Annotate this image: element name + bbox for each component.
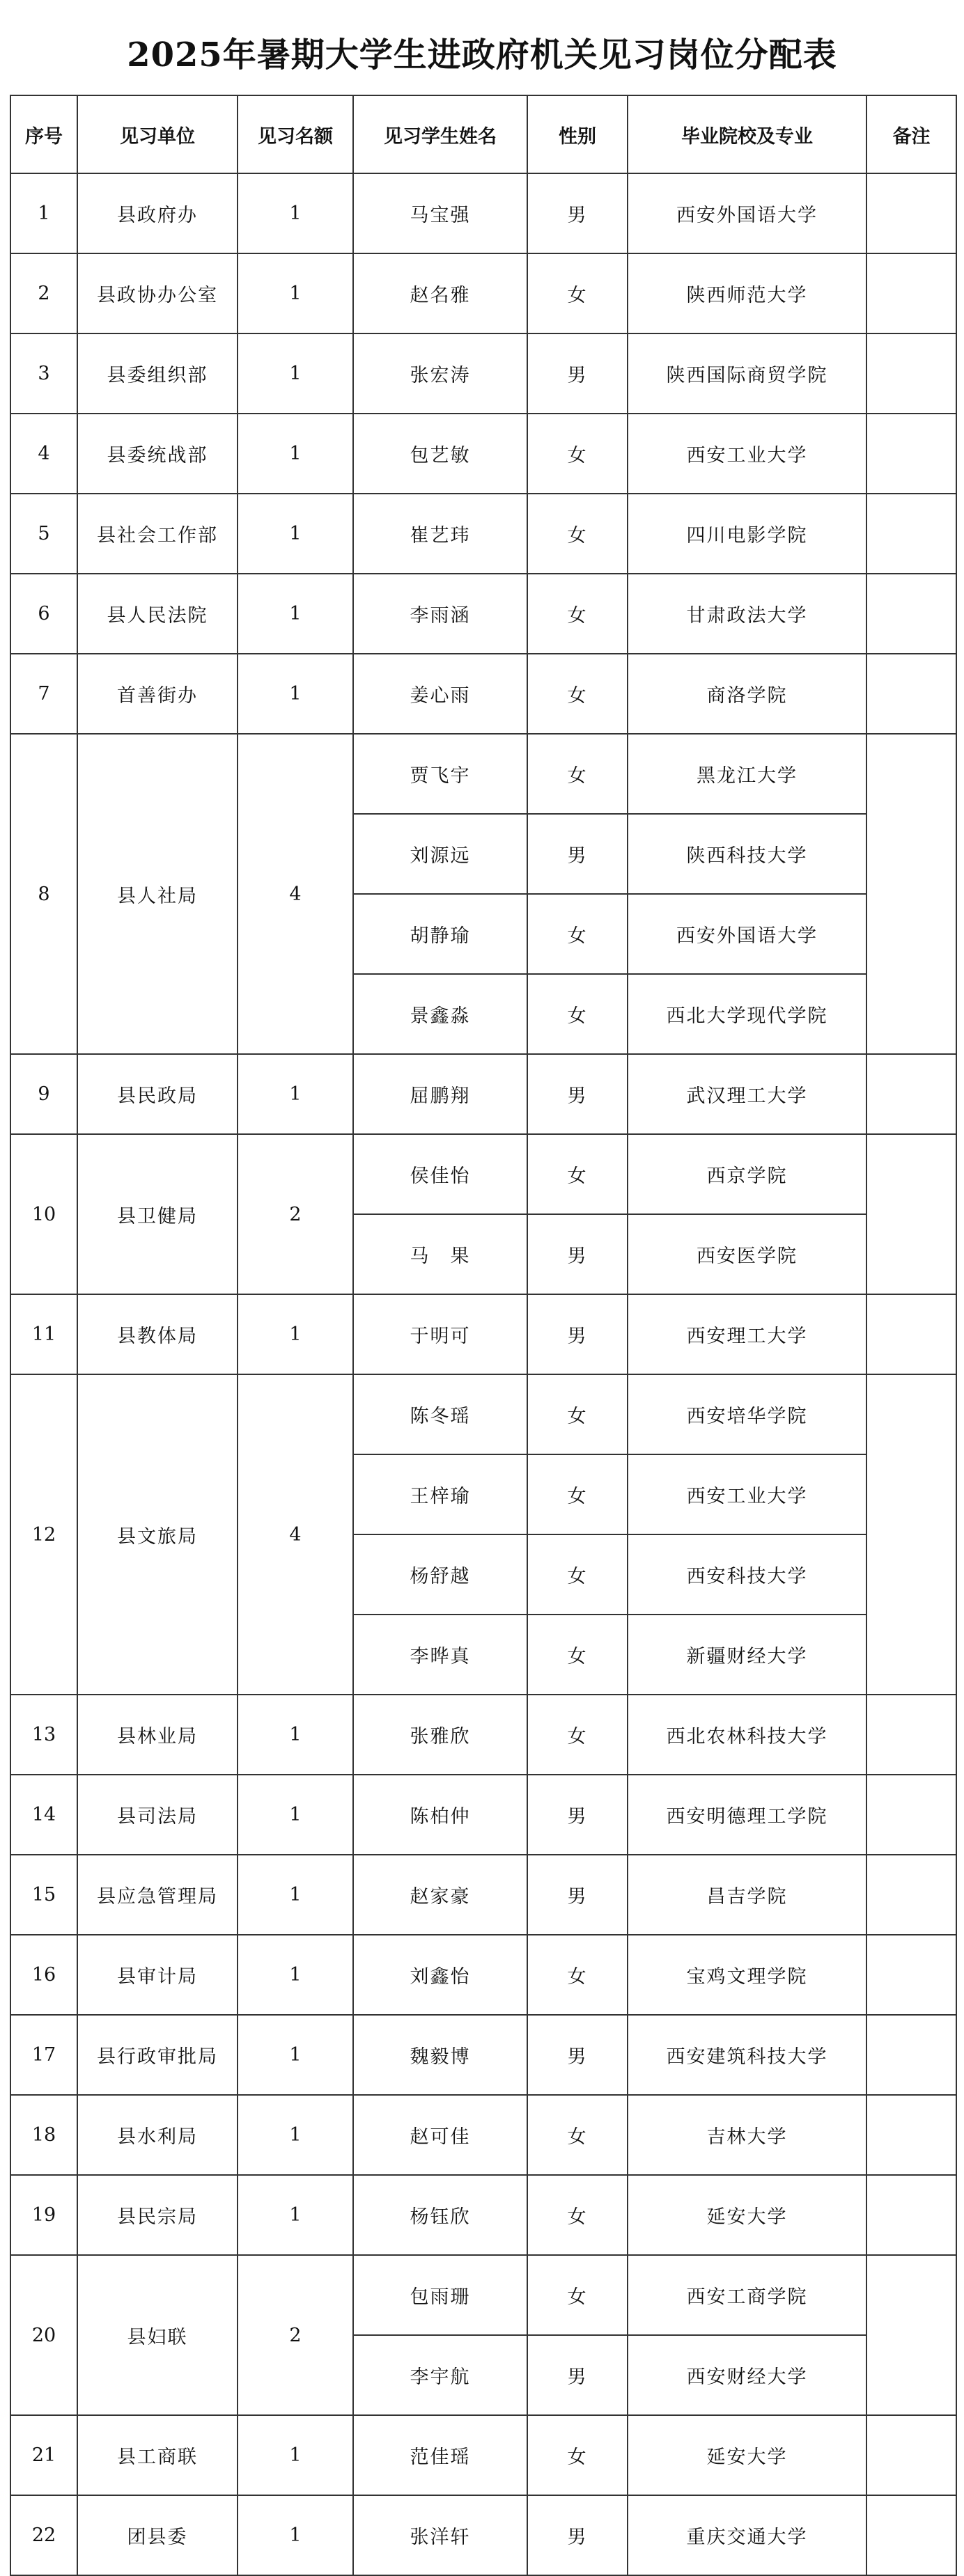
cell-remarks: [866, 173, 956, 253]
table-row: [10, 253, 956, 333]
cell-gender: 女: [527, 2095, 628, 2175]
cell-unit: 县应急管理局: [77, 1855, 238, 1935]
cell-student-name: 陈冬瑶: [353, 1374, 527, 1454]
cell-gender: 女: [527, 1454, 628, 1534]
cell-seq: 21: [10, 2415, 77, 2495]
cell-gender: 女: [527, 1134, 628, 1214]
cell-gender: 男: [527, 1775, 628, 1855]
cell-school: 商洛学院: [628, 654, 866, 734]
cell-quota: 1: [238, 2495, 353, 2575]
cell-quota: 4: [238, 1374, 353, 1695]
cell-seq: 5: [10, 494, 77, 574]
cell-remarks: [866, 1695, 956, 1775]
table-row: [10, 1294, 956, 1374]
cell-student-name: 崔艺玮: [353, 494, 527, 574]
cell-seq: 16: [10, 1935, 77, 2015]
cell-seq: 2: [10, 253, 77, 333]
cell-remarks: [866, 2015, 956, 2095]
cell-school: 延安大学: [628, 2415, 866, 2495]
table-row: [10, 2415, 956, 2495]
header-student-name: 见习学生姓名: [353, 95, 527, 173]
cell-remarks: [866, 2095, 956, 2175]
cell-seq: 8: [10, 734, 77, 1054]
cell-school: 西安工业大学: [628, 414, 866, 494]
cell-remarks: [866, 1935, 956, 2015]
cell-school: 西安科技大学: [628, 1534, 866, 1615]
cell-quota: 4: [238, 734, 353, 1054]
header-seq: 序号: [10, 95, 77, 173]
cell-quota: 1: [238, 2015, 353, 2095]
cell-gender: 女: [527, 1695, 628, 1775]
cell-school: 西北农林科技大学: [628, 1695, 866, 1775]
table-row: [10, 494, 956, 574]
cell-school: 陕西国际商贸学院: [628, 333, 866, 414]
cell-gender: 男: [527, 2335, 628, 2415]
cell-remarks: [866, 2415, 956, 2495]
cell-seq: 10: [10, 1134, 77, 1294]
cell-quota: 1: [238, 2095, 353, 2175]
cell-school: 昌吉学院: [628, 1855, 866, 1935]
cell-student-name: 杨钰欣: [353, 2175, 527, 2255]
cell-school: 重庆交通大学: [628, 2495, 866, 2575]
cell-unit: 县委统战部: [77, 414, 238, 494]
cell-school: 四川电影学院: [628, 494, 866, 574]
table-row: [10, 734, 956, 814]
cell-remarks: [866, 333, 956, 414]
cell-student-name: 李晔真: [353, 1615, 527, 1695]
cell-school: 西安外国语大学: [628, 173, 866, 253]
cell-unit: 县妇联: [77, 2255, 238, 2415]
cell-student-name: 刘源远: [353, 814, 527, 894]
page-title: 2025年暑期大学生进政府机关见习岗位分配表: [127, 35, 837, 74]
cell-gender: 男: [527, 333, 628, 414]
cell-school: 延安大学: [628, 2175, 866, 2255]
cell-gender: 男: [527, 2015, 628, 2095]
cell-seq: 14: [10, 1775, 77, 1855]
cell-gender: 女: [527, 253, 628, 333]
cell-seq: 13: [10, 1695, 77, 1775]
cell-quota: 1: [238, 253, 353, 333]
cell-gender: 男: [527, 1855, 628, 1935]
cell-unit: 县委组织部: [77, 333, 238, 414]
cell-quota: 2: [238, 1134, 353, 1294]
cell-student-name: 陈柏仲: [353, 1775, 527, 1855]
cell-gender: 女: [527, 974, 628, 1054]
cell-student-name: 侯佳怡: [353, 1134, 527, 1214]
cell-gender: 女: [527, 2255, 628, 2335]
cell-gender: 女: [527, 2415, 628, 2495]
cell-student-name: 赵家豪: [353, 1855, 527, 1935]
cell-remarks: [866, 1775, 956, 1855]
cell-student-name: 杨舒越: [353, 1534, 527, 1615]
cell-remarks: [866, 1855, 956, 1935]
header-remarks: 备注: [866, 95, 956, 173]
cell-remarks: [866, 1374, 956, 1695]
cell-school: 西安培华学院: [628, 1374, 866, 1454]
cell-unit: 县人民法院: [77, 574, 238, 654]
cell-quota: 1: [238, 654, 353, 734]
table-body: [10, 173, 956, 2575]
cell-gender: 男: [527, 1294, 628, 1374]
cell-student-name: 胡静瑜: [353, 894, 527, 974]
cell-student-name: 赵可佳: [353, 2095, 527, 2175]
cell-student-name: 李宇航: [353, 2335, 527, 2415]
cell-remarks: [866, 2495, 956, 2575]
cell-seq: 4: [10, 414, 77, 494]
cell-seq: 9: [10, 1054, 77, 1134]
cell-gender: 女: [527, 654, 628, 734]
cell-gender: 女: [527, 1374, 628, 1454]
cell-remarks: [866, 574, 956, 654]
cell-quota: 1: [238, 2175, 353, 2255]
cell-remarks: [866, 414, 956, 494]
cell-student-name: 赵名雅: [353, 253, 527, 333]
cell-quota: 1: [238, 414, 353, 494]
cell-student-name: 李雨涵: [353, 574, 527, 654]
table-row: [10, 1134, 956, 1214]
header-row: [10, 95, 956, 173]
table-row: [10, 1855, 956, 1935]
cell-student-name: 景鑫淼: [353, 974, 527, 1054]
cell-unit: 县政府办: [77, 173, 238, 253]
cell-gender: 女: [527, 2175, 628, 2255]
cell-gender: 男: [527, 814, 628, 894]
table-row: [10, 1695, 956, 1775]
cell-gender: 男: [527, 1214, 628, 1294]
cell-seq: 17: [10, 2015, 77, 2095]
table-row: [10, 574, 956, 654]
cell-remarks: [866, 654, 956, 734]
cell-gender: 女: [527, 734, 628, 814]
table-row: [10, 2495, 956, 2575]
cell-quota: 1: [238, 333, 353, 414]
table-row: [10, 1374, 956, 1454]
table-row: [10, 2255, 956, 2335]
cell-unit: 县行政审批局: [77, 2015, 238, 2095]
cell-seq: 6: [10, 574, 77, 654]
header-quota: 见习名额: [238, 95, 353, 173]
cell-gender: 女: [527, 414, 628, 494]
cell-school: 西京学院: [628, 1134, 866, 1214]
table-row: [10, 2095, 956, 2175]
cell-unit: 县民宗局: [77, 2175, 238, 2255]
cell-student-name: 屈鹏翔: [353, 1054, 527, 1134]
cell-school: 西安工业大学: [628, 1454, 866, 1534]
cell-student-name: 刘鑫怡: [353, 1935, 527, 2015]
table-row: [10, 1054, 956, 1134]
cell-remarks: [866, 2255, 956, 2415]
cell-unit: 县水利局: [77, 2095, 238, 2175]
allocation-table: [10, 95, 957, 2576]
cell-school: 陕西师范大学: [628, 253, 866, 333]
header-gender: 性别: [527, 95, 628, 173]
cell-quota: 1: [238, 173, 353, 253]
cell-school: 吉林大学: [628, 2095, 866, 2175]
cell-school: 黑龙江大学: [628, 734, 866, 814]
cell-unit: 县政协办公室: [77, 253, 238, 333]
cell-gender: 女: [527, 574, 628, 654]
cell-remarks: [866, 1134, 956, 1294]
cell-student-name: 张宏涛: [353, 333, 527, 414]
cell-student-name: 于明可: [353, 1294, 527, 1374]
cell-seq: 12: [10, 1374, 77, 1695]
cell-unit: 首善街办: [77, 654, 238, 734]
cell-unit: 县人社局: [77, 734, 238, 1054]
cell-gender: 男: [527, 2495, 628, 2575]
cell-quota: 1: [238, 1695, 353, 1775]
cell-gender: 女: [527, 1935, 628, 2015]
cell-unit: 县工商联: [77, 2415, 238, 2495]
cell-student-name: 马 果: [353, 1214, 527, 1294]
cell-school: 宝鸡文理学院: [628, 1935, 866, 2015]
cell-school: 西安理工大学: [628, 1294, 866, 1374]
cell-student-name: 张洋轩: [353, 2495, 527, 2575]
cell-remarks: [866, 2175, 956, 2255]
cell-student-name: 魏毅博: [353, 2015, 527, 2095]
table-row: [10, 654, 956, 734]
cell-school: 武汉理工大学: [628, 1054, 866, 1134]
table-row: [10, 414, 956, 494]
cell-school: 西安医学院: [628, 1214, 866, 1294]
cell-seq: 15: [10, 1855, 77, 1935]
cell-quota: 1: [238, 1054, 353, 1134]
header-unit: 见习单位: [77, 95, 238, 173]
cell-quota: 1: [238, 494, 353, 574]
cell-gender: 女: [527, 894, 628, 974]
cell-student-name: 包雨珊: [353, 2255, 527, 2335]
cell-unit: 县民政局: [77, 1054, 238, 1134]
cell-unit: 团县委: [77, 2495, 238, 2575]
cell-seq: 1: [10, 173, 77, 253]
table-row: [10, 173, 956, 253]
cell-student-name: 姜心雨: [353, 654, 527, 734]
cell-seq: 7: [10, 654, 77, 734]
cell-gender: 女: [527, 494, 628, 574]
cell-student-name: 张雅欣: [353, 1695, 527, 1775]
cell-seq: 11: [10, 1294, 77, 1374]
cell-remarks: [866, 1054, 956, 1134]
cell-seq: 19: [10, 2175, 77, 2255]
cell-quota: 1: [238, 1294, 353, 1374]
cell-student-name: 贾飞宇: [353, 734, 527, 814]
cell-school: 西北大学现代学院: [628, 974, 866, 1054]
cell-school: 西安明德理工学院: [628, 1775, 866, 1855]
cell-seq: 22: [10, 2495, 77, 2575]
cell-gender: 男: [527, 173, 628, 253]
cell-unit: 县卫健局: [77, 1134, 238, 1294]
cell-school: 陕西科技大学: [628, 814, 866, 894]
cell-school: 西安外国语大学: [628, 894, 866, 974]
cell-student-name: 包艺敏: [353, 414, 527, 494]
cell-remarks: [866, 734, 956, 1054]
cell-quota: 1: [238, 2415, 353, 2495]
cell-quota: 1: [238, 1935, 353, 2015]
cell-unit: 县文旅局: [77, 1374, 238, 1695]
cell-remarks: [866, 1294, 956, 1374]
cell-student-name: 范佳瑶: [353, 2415, 527, 2495]
cell-gender: 男: [527, 1054, 628, 1134]
table-row: [10, 2015, 956, 2095]
cell-seq: 3: [10, 333, 77, 414]
cell-unit: 县林业局: [77, 1695, 238, 1775]
cell-gender: 女: [527, 1615, 628, 1695]
cell-unit: 县社会工作部: [77, 494, 238, 574]
header-school: 毕业院校及专业: [628, 95, 866, 173]
cell-quota: 1: [238, 1775, 353, 1855]
cell-seq: 20: [10, 2255, 77, 2415]
cell-school: 西安工商学院: [628, 2255, 866, 2335]
table-row: [10, 1775, 956, 1855]
cell-quota: 1: [238, 1855, 353, 1935]
cell-student-name: 王梓瑜: [353, 1454, 527, 1534]
table-row: [10, 2175, 956, 2255]
cell-gender: 女: [527, 1534, 628, 1615]
cell-unit: 县教体局: [77, 1294, 238, 1374]
cell-school: 西安财经大学: [628, 2335, 866, 2415]
cell-student-name: 马宝强: [353, 173, 527, 253]
cell-unit: 县司法局: [77, 1775, 238, 1855]
cell-school: 新疆财经大学: [628, 1615, 866, 1695]
cell-quota: 2: [238, 2255, 353, 2415]
cell-seq: 18: [10, 2095, 77, 2175]
table-row: [10, 333, 956, 414]
cell-unit: 县审计局: [77, 1935, 238, 2015]
cell-school: 甘肃政法大学: [628, 574, 866, 654]
cell-quota: 1: [238, 574, 353, 654]
cell-school: 西安建筑科技大学: [628, 2015, 866, 2095]
cell-remarks: [866, 494, 956, 574]
cell-remarks: [866, 253, 956, 333]
table-row: [10, 1935, 956, 2015]
